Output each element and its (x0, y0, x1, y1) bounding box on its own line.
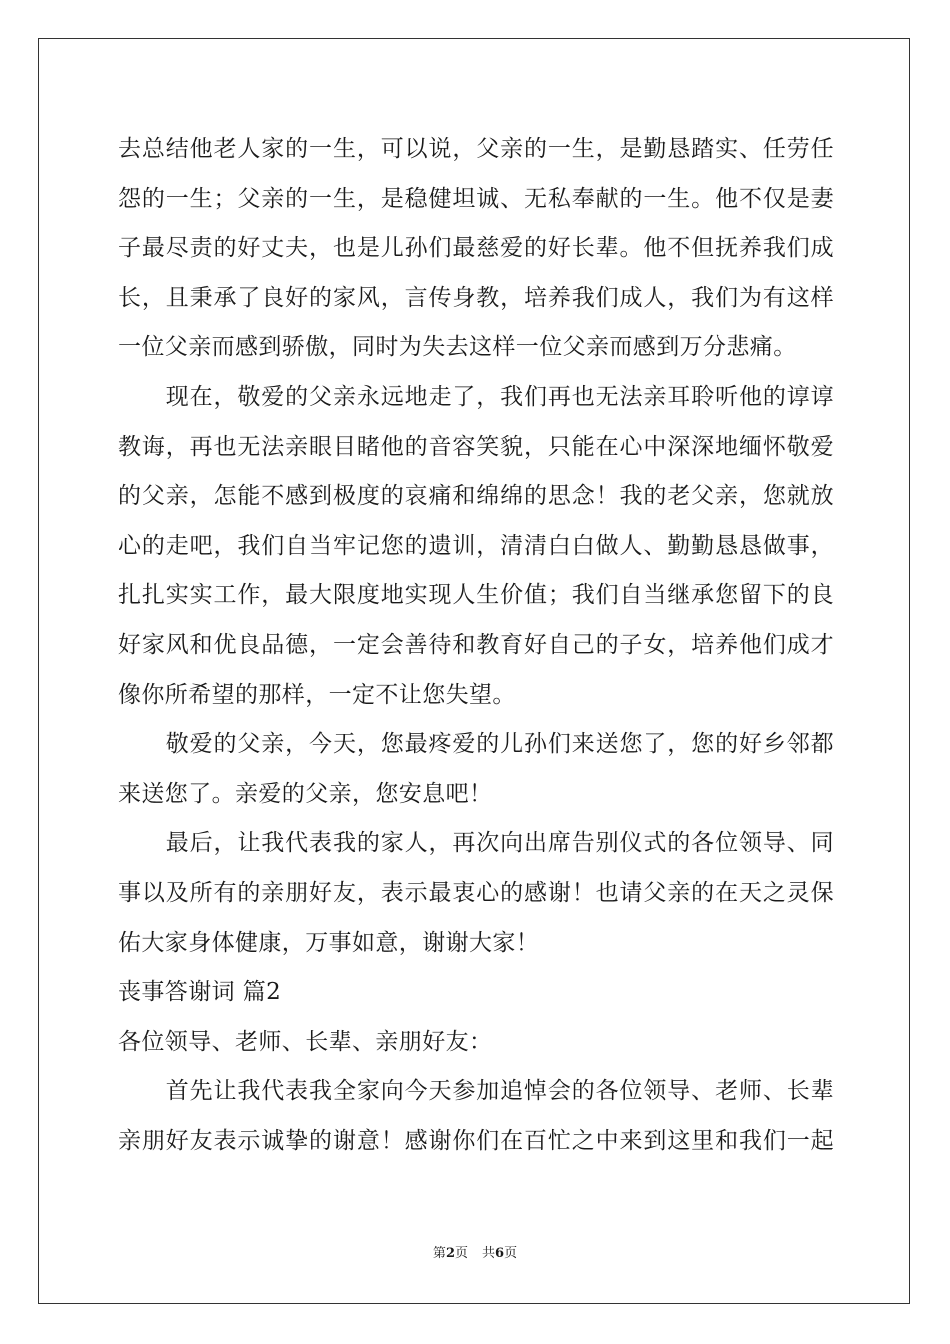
page-prefix: 第 (432, 1246, 446, 1261)
total-suffix: 页 (504, 1246, 518, 1261)
text-line-15: 最后，让我代表我的家人，再次向出席告别仪式的各位领导、同 (118, 830, 834, 857)
total-page-number: 6 (495, 1246, 505, 1261)
text-line-10: 扎扎实实工作，最大限度地实现人生价值；我们自当继承您留下的良 (118, 582, 834, 609)
salutation: 各位领导、老师、长辈、亲朋好友： (118, 1028, 493, 1055)
text-line-8: 的父亲，怎能不感到极度的哀痛和绵绵的思念！我的老父亲，您就放 (118, 483, 834, 510)
text-line-13: 敬爱的父亲，今天，您最疼爱的儿孙们来送您了，您的好乡邻都 (118, 731, 834, 758)
document-body (118, 125, 834, 1166)
page-footer (0, 1245, 950, 1263)
text-line-3: 子最尽责的好丈夫，也是儿孙们最慈爱的好长辈。他不但抚养我们成 (118, 235, 834, 262)
total-prefix: 共 (482, 1246, 496, 1261)
text-line-9: 心的走吧，我们自当牢记您的遗训，清清白白做人、勤勤恳恳做事， (118, 532, 834, 559)
current-page-number: 2 (445, 1246, 455, 1261)
text-line-2: 怨的一生；父亲的一生，是稳健坦诚、无私奉献的一生。他不仅是妻 (118, 185, 834, 212)
text-line-4: 长，且秉承了良好的家风，言传身教，培养我们成人，我们为有这样 (118, 284, 834, 311)
text-line-16: 事以及所有的亲朋好友，表示最衷心的感谢！也请父亲的在天之灵保 (118, 879, 834, 906)
text-line-17: 佑大家身体健康，万事如意，谢谢大家！ (118, 929, 540, 956)
text-line-14: 来送您了。亲爱的父亲，您安息吧！ (118, 780, 493, 807)
text-line-5: 一位父亲而感到骄傲，同时为失去这样一位父亲而感到万分悲痛。 (118, 334, 797, 361)
text-line-20: 首先让我代表我全家向今天参加追悼会的各位领导、老师、长辈 (118, 1078, 834, 1105)
text-line-7: 教诲，再也无法亲眼目睹他的音容笑貌，只能在心中深深地缅怀敬爱 (118, 433, 834, 460)
section-heading: 丧事答谢词 篇2 (118, 979, 282, 1006)
text-line-12: 像你所希望的那样，一定不让您失望。 (118, 681, 516, 708)
text-line-21: 亲朋好友表示诚挚的谢意！感谢你们在百忙之中来到这里和我们一起 (118, 1127, 834, 1154)
text-line-6: 现在，敬爱的父亲永远地走了，我们再也无法亲耳聆听他的谆谆 (118, 383, 834, 410)
text-line-1: 去总结他老人家的一生，可以说，父亲的一生，是勤恳踏实、任劳任 (118, 136, 834, 162)
page-suffix: 页 (454, 1246, 468, 1261)
text-line-11: 好家风和优良品德，一定会善待和教育好自己的子女，培养他们成才 (118, 631, 834, 658)
